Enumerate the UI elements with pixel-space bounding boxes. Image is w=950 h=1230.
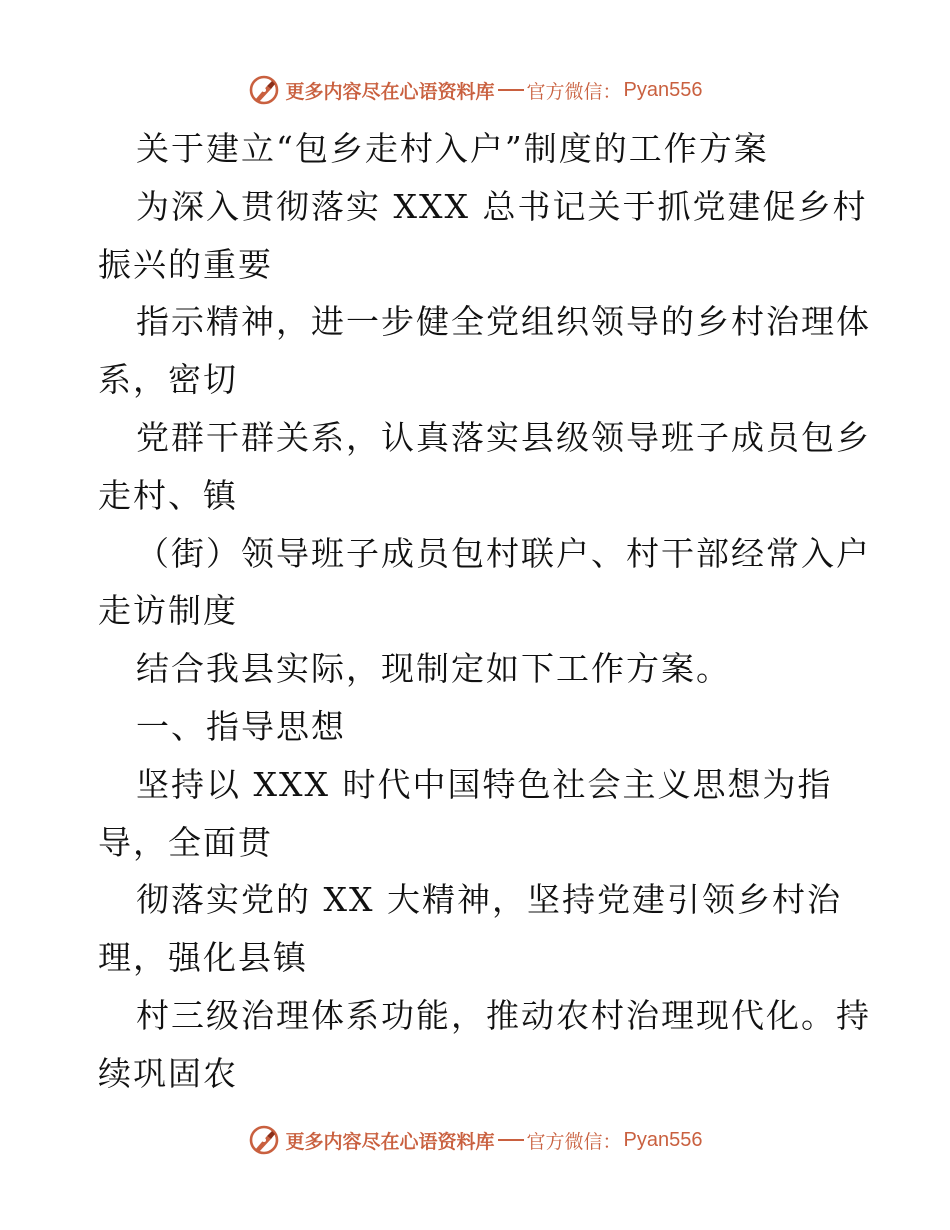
divider-dash: [498, 89, 524, 91]
official-wechat-label: 官方微信：: [526, 1130, 622, 1153]
text-line: 村三级治理体系功能，推动农村治理现代化。持: [136, 995, 871, 1035]
footer-watermark-banner: [0, 1120, 950, 1160]
text-line: 彻落实党的 XX 大精神，坚持党建引领乡村治: [136, 880, 842, 920]
divider-dash: [498, 1139, 524, 1141]
text-line: 振兴的重要: [98, 244, 273, 284]
text-line: 关于建立“包乡走村入户”制度的工作方案: [136, 129, 769, 168]
official-wechat-label: 官方微信：: [526, 80, 622, 103]
text-line: 结合我县实际，现制定如下工作方案。: [136, 649, 731, 689]
text-line: 党群干群关系，认真落实县级领导班子成员包乡: [136, 417, 871, 457]
text-line: 理，强化县镇: [98, 938, 308, 978]
text-line: 为深入贯彻落实 XXX 总书记关于抓党建促乡村: [136, 186, 868, 226]
brand-text: 更多内容尽在心语资料库: [285, 1130, 495, 1153]
pen-logo-icon: [248, 1124, 280, 1156]
text-line: （街）领导班子成员包村联户、村干部经常入户: [136, 533, 871, 573]
text-line: 走村、镇: [98, 475, 238, 515]
brand-text: 更多内容尽在心语资料库: [285, 80, 495, 103]
text-line: 导，全面贯: [98, 822, 273, 862]
header-watermark-banner: [0, 70, 950, 110]
text-line: 指示精神，进一步健全党组织领导的乡村治理体: [136, 302, 871, 342]
text-line: 系，密切: [98, 360, 238, 400]
text-line: 走访制度: [98, 591, 238, 631]
wechat-id: Pyan556: [623, 1128, 703, 1151]
text-line: 一、指导思想: [136, 706, 346, 746]
pen-logo-icon: [248, 74, 280, 106]
text-line: 续巩固农: [98, 1053, 238, 1093]
text-line: 坚持以 XXX 时代中国特色社会主义思想为指: [136, 764, 833, 804]
document-body: [98, 120, 878, 1103]
wechat-id: Pyan556: [623, 78, 703, 101]
